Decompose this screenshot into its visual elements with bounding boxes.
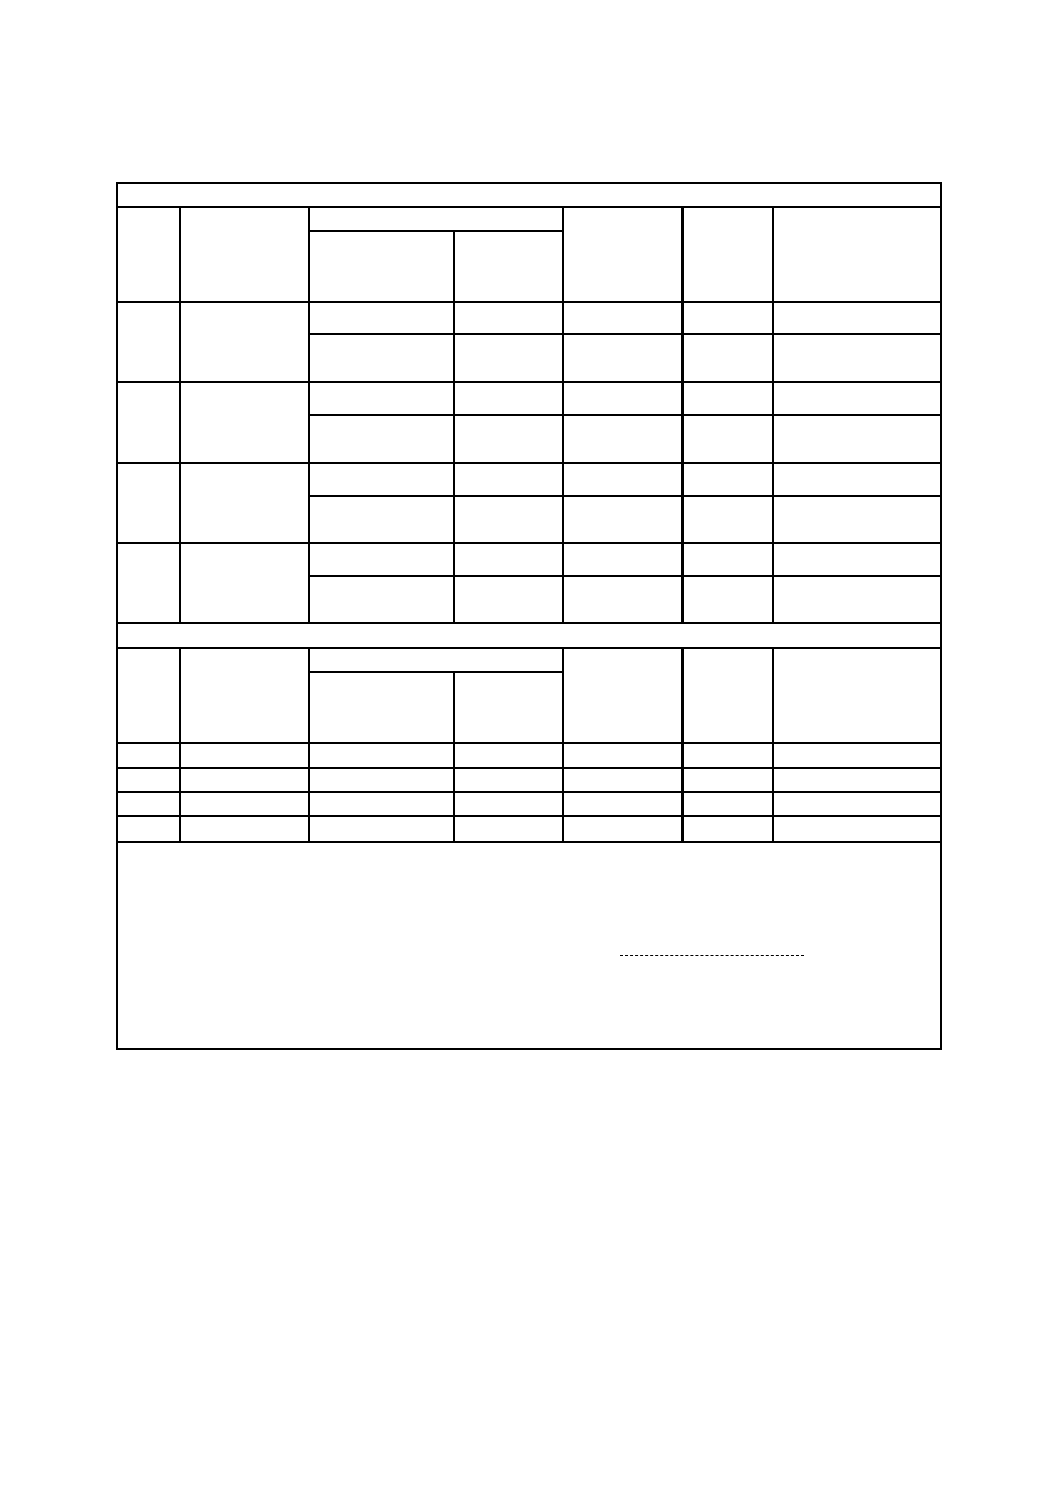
group-a-row-4-split (308, 575, 942, 577)
col-divider-1-a (179, 206, 181, 622)
group-a-row-4-bottom (116, 622, 942, 624)
col-divider-5-b (681, 647, 684, 841)
header-b-subdivider (308, 671, 562, 673)
col-divider-2-a (308, 206, 310, 622)
group-a-row-3-bottom (116, 542, 942, 544)
col-divider-3-a (453, 230, 455, 622)
header-a-subdivider (308, 230, 562, 232)
col-divider-1-b (179, 647, 181, 841)
col-divider-4-a (562, 206, 564, 622)
group-a-row-2-bottom (116, 462, 942, 464)
group-a-row-2-split (308, 414, 942, 416)
header-a-bottom (116, 301, 942, 303)
group-a-row-1-bottom (116, 381, 942, 383)
col-divider-5-a (681, 206, 684, 622)
signature-line (620, 955, 804, 956)
footnote-text (170, 1032, 730, 1048)
section-b-title-bottom (116, 647, 942, 649)
header-b-bottom (116, 742, 942, 744)
group-b-row-4-bottom (116, 841, 942, 843)
group-a-row-3-split (308, 495, 942, 497)
group-b-row-1-bottom (116, 767, 942, 769)
col-divider-2-b (308, 647, 310, 841)
group-b-row-2-bottom (116, 791, 942, 793)
group-a-row-1-split (308, 333, 942, 335)
col-divider-6-b (772, 647, 774, 841)
group-b-row-3-bottom (116, 815, 942, 817)
caption-row-divider (116, 206, 942, 208)
form-table (116, 182, 942, 1050)
col-divider-6-a (772, 206, 774, 622)
col-divider-4-b (562, 647, 564, 841)
col-divider-3-b (453, 671, 455, 841)
